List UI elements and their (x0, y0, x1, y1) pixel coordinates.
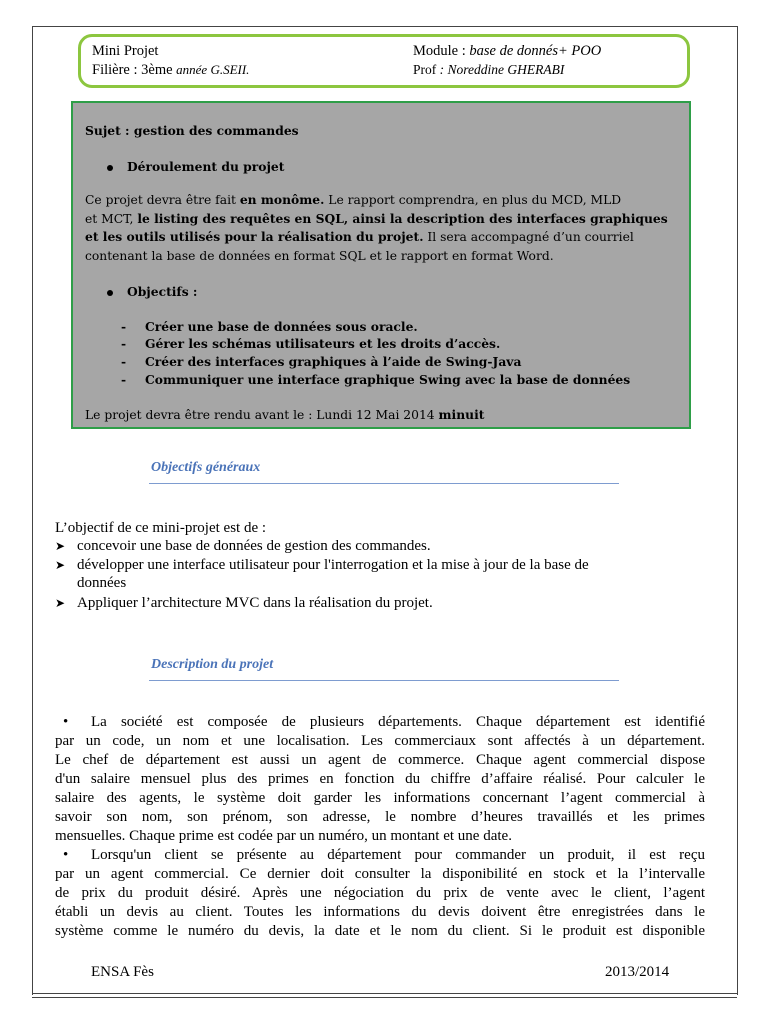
footer-left: ENSA Fès (91, 964, 154, 980)
header-module: Module : base de donnés+ POO (413, 43, 602, 59)
arrow-bullet-icon: ➤ (55, 596, 66, 610)
objectif-general-item: ➤ développer une interface utilisateur pour l'interrogation et la mise à jour de la base de (55, 557, 589, 573)
header-filiere: Filière : 3ème année G.SEII. (92, 62, 250, 78)
deroulement-line-2: et MCT, le listing des requêtes en SQL, ainsi la description des interfaces graphiques (85, 211, 668, 226)
objectif-item: - Communiquer une interface graphique Swing avec la base de données (121, 372, 631, 387)
section-divider (149, 483, 619, 484)
objectif-item: - Gérer les schémas utilisateurs et les droits d’accès. (121, 336, 501, 351)
objectif-item: - Créer des interfaces graphiques à l’aide de Swing-Java (121, 354, 522, 369)
deroulement-line-1: Ce projet devra être fait en monôme. Le rapport comprendra, en plus du MCD, MLD (85, 192, 622, 207)
objectif-general-item: ➤ Appliquer l’architecture MVC dans la réalisation du projet. (55, 595, 433, 611)
header-prof: Prof : Noreddine GHERABI (413, 62, 565, 77)
objectif-general-item-cont: données (77, 575, 127, 591)
bullet-icon (107, 165, 113, 171)
deroulement-line-3: et les outils utilisés pour la réalisation du projet. Il sera accompagné d’un courriel (85, 229, 634, 244)
deroulement-line-4: contenant la base de données en format SQL et le rapport en format Word. (85, 249, 554, 263)
subject-box (71, 101, 691, 429)
description-paragraph-1: • La société est composée de plusieurs départements. Chaque département est identifié par un code, un nom et une localisation. Les commerciaux sont affectés à un département. Le chef de département est aussi un agent de commerce. Chaque agent commercial dispose d'un salaire mensuel plus des primes en fonction du chiffre d’affaire réalisé. Pour calculer le salaire des agents, le système doit garder les informations concernant l’agent commercial à savoir son nom, son prénom, son adresse, le nombre d’heures travaillés et les primes mensuelles. Chaque prime est codée par un numéro, un montant et une date. (55, 714, 705, 844)
objectif-item: - Créer une base de données sous oracle. (121, 319, 418, 334)
page-bottom-rule (32, 993, 737, 998)
description-title: Description du projet (151, 657, 274, 672)
header-box (78, 34, 690, 88)
deadline: Le projet devra être rendu avant le : Lundi 12 Mai 2014 minuit (85, 407, 485, 422)
header-title: Mini Projet (92, 43, 159, 59)
objectif-general-item: ➤ concevoir une base de données de gestion des commandes. (55, 538, 431, 554)
deroulement-heading: Déroulement du projet (107, 158, 284, 176)
objectifs-generaux-title: Objectifs généraux (151, 460, 261, 475)
arrow-bullet-icon: ➤ (55, 558, 66, 572)
description-paragraph-2: • Lorsqu'un client se présente au département pour commander un produit, il est reçu par un agent commercial. Ce dernier doit consulter la disponibilité en stock et la l’intervalle de prix du produit désiré. Après une négociation du prix de vente avec le client, l’agent établi un devis au client. Toutes les informations du devis doivent être enregistrées dans le système comme le numéro du devis, la date et le nom du client. Si le produit est disponible (55, 847, 705, 939)
subject-title: Sujet : gestion des commandes (85, 123, 299, 138)
section-divider (149, 680, 619, 681)
arrow-bullet-icon: ➤ (55, 539, 66, 553)
footer-right: 2013/2014 (605, 964, 670, 980)
bullet-icon (107, 290, 113, 296)
objectifs-intro: L’objectif de ce mini-projet est de : (55, 520, 267, 536)
objectifs-heading: Objectifs : (107, 283, 197, 301)
